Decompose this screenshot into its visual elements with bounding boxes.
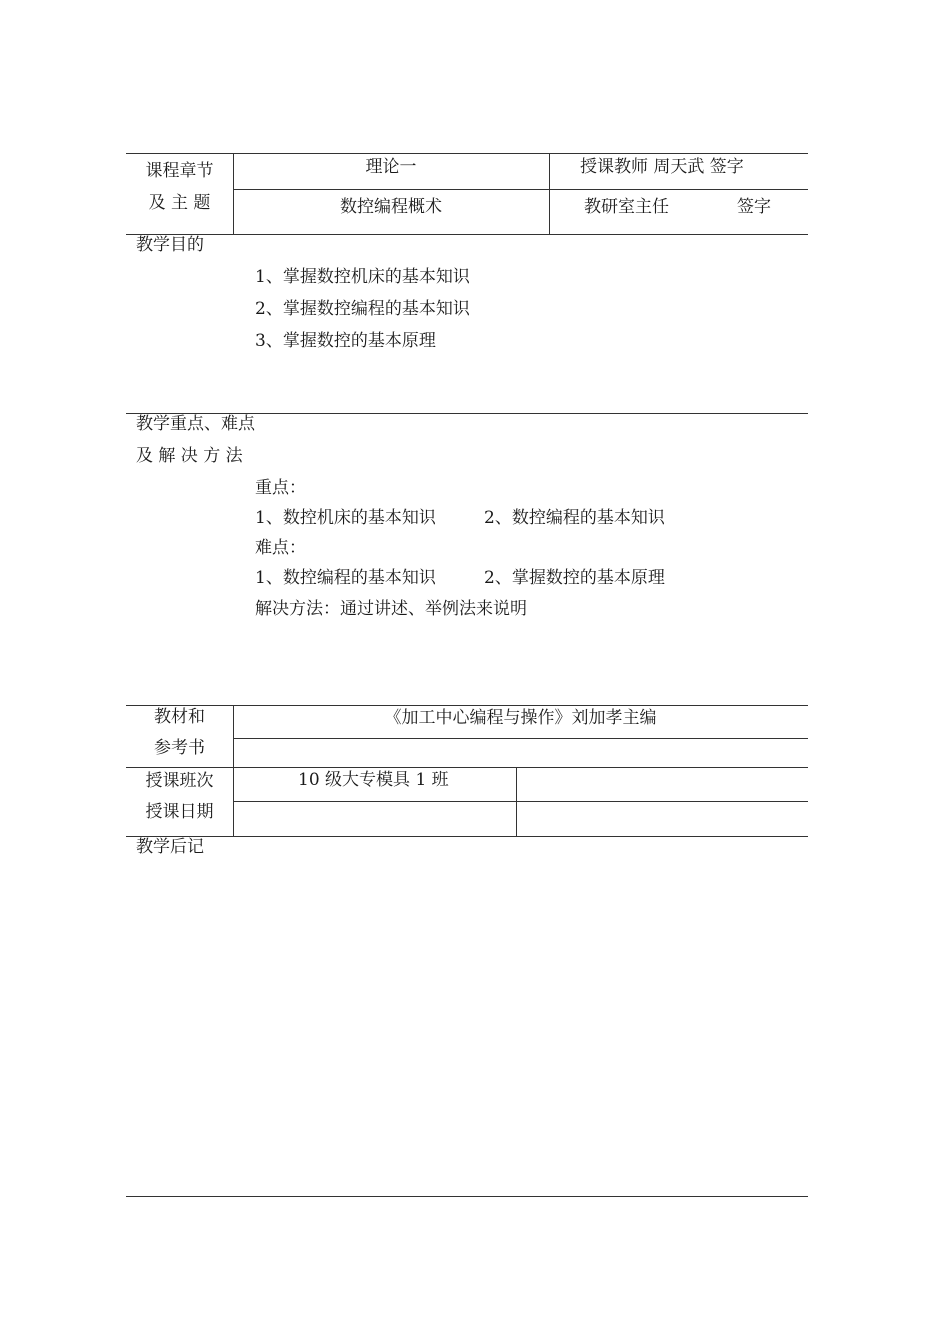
date-label: 授课日期 xyxy=(145,802,214,822)
class-value: 10 级大专模具 1 班 xyxy=(298,770,449,790)
difficulty-item: 2、掌握数控的基本原理 xyxy=(484,568,665,588)
key-points-label-sub: 及 解 决 方 法 xyxy=(136,446,243,466)
page-bottom-rule xyxy=(126,1196,808,1197)
focus-item: 1、数控机床的基本知识 xyxy=(255,508,436,528)
table-divider xyxy=(233,189,808,190)
chapter-topic: 数控编程概术 xyxy=(340,197,442,217)
solution-text: 解决方法：通过讲述、举例法来说明 xyxy=(255,599,527,619)
table-divider xyxy=(233,801,808,802)
focus-label: 重点： xyxy=(255,478,306,498)
list-item: 2、掌握数控编程的基本知识 xyxy=(255,299,470,319)
list-item: 1、掌握数控机床的基本知识 xyxy=(255,267,470,287)
table-divider xyxy=(233,738,808,739)
textbook-label-sub: 参考书 xyxy=(154,738,205,758)
list-item: 3、掌握数控的基本原理 xyxy=(255,331,436,351)
textbook-label: 教材和 xyxy=(154,707,205,727)
director-label: 教研室主任 xyxy=(584,197,669,217)
director-sign: 签字 xyxy=(737,197,771,217)
table-column-divider xyxy=(549,153,550,234)
afterword-label: 教学后记 xyxy=(136,837,204,857)
teacher-line: 授课教师 周天武 签字 xyxy=(580,157,744,177)
table-column-divider xyxy=(516,767,517,836)
chapter-theory: 理论一 xyxy=(365,157,417,177)
class-label: 授课班次 xyxy=(145,771,214,791)
difficulty-item: 1、数控编程的基本知识 xyxy=(255,568,436,588)
difficulty-label: 难点： xyxy=(255,538,306,558)
table-border-bottom xyxy=(126,836,808,837)
table-border-top xyxy=(126,153,808,154)
objectives-label: 教学目的 xyxy=(136,235,204,255)
textbook-value: 《加工中心编程与操作》刘加孝主编 xyxy=(384,708,657,728)
chapter-label-sub: 及 主 题 xyxy=(148,193,211,213)
table-divider xyxy=(126,767,808,768)
key-points-label: 教学重点、难点 xyxy=(136,414,255,434)
chapter-label: 课程章节 xyxy=(145,161,214,181)
focus-item: 2、数控编程的基本知识 xyxy=(484,508,665,528)
table-border-bottom xyxy=(126,234,808,235)
